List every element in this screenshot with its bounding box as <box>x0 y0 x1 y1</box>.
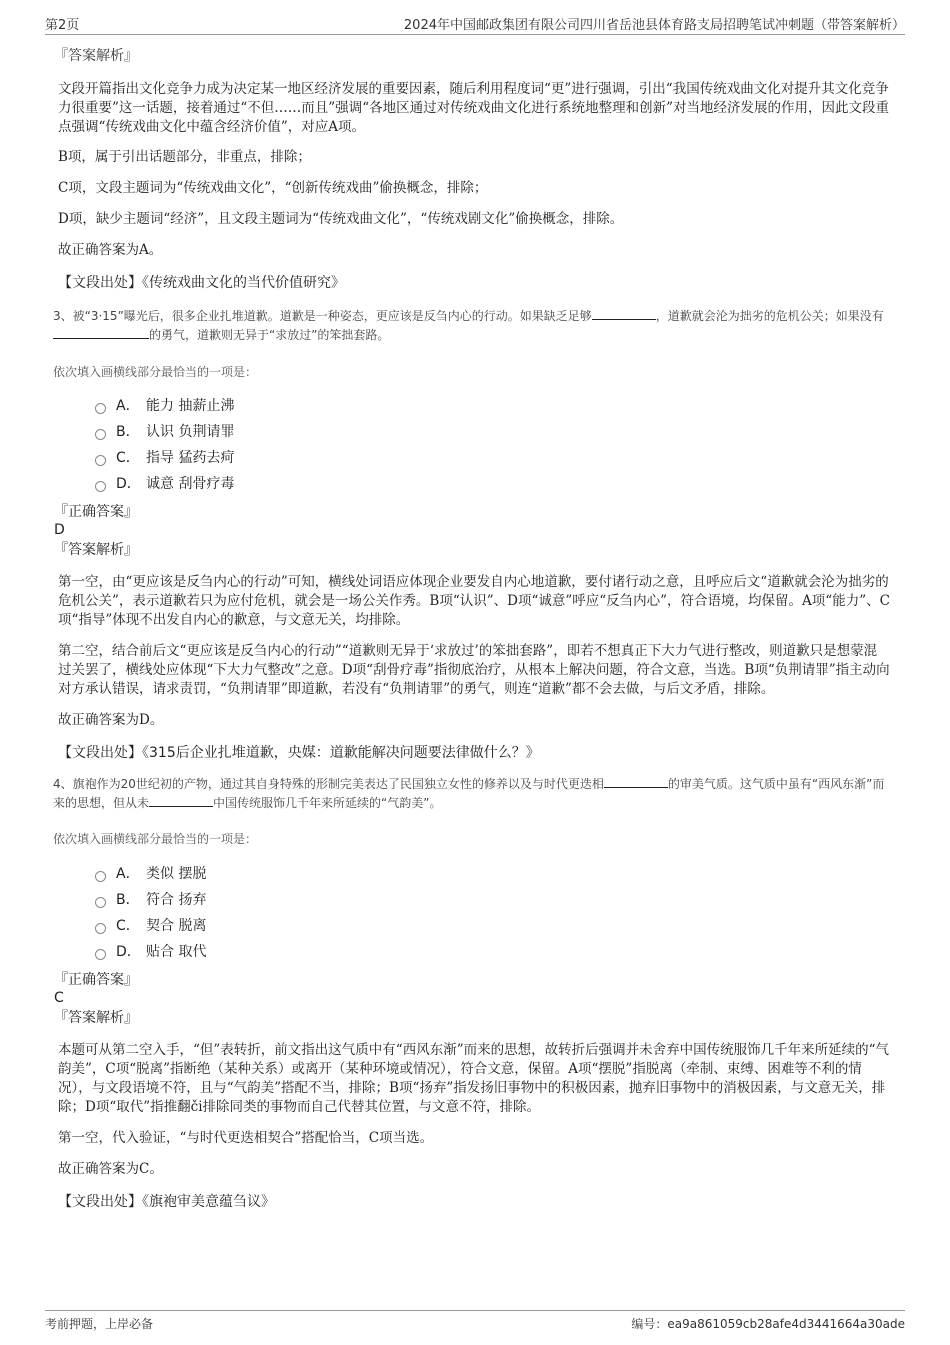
answer-blank <box>604 775 668 788</box>
option-text: 认识 负荆请罪 <box>146 424 235 440</box>
option-text: 符合 扬弃 <box>146 892 207 908</box>
correct-answer-label: 『正确答案』 <box>54 504 138 520</box>
option-c[interactable] <box>95 445 890 471</box>
conclusion: 故正确答案为D。 <box>58 712 164 728</box>
analysis-paragraph: 文段开篇指出文化竞争力成为决定某一地区经济发展的重要因素，随后利用程度词“更”进行强调，引出“我国传统戏曲文化对提升其文化竞争力很重要”这一话题，接着通过“不但……而且”强调“各地区通过对传统戏曲文化进行系统地整理和创新”对当地经济发展的作用，因此文段重点强调“传统戏曲文化中蕴含经济价值”，对应A项。 <box>58 81 890 135</box>
analysis-paragraph: 第一空，由“更应该是反刍内心的行动”可知，横线处词语应体现企业要发自内心地道歉，要付诸行动之意，且呼应后文“道歉就会沦为拙劣的危机公关”，表示道歉若只为应付危机，就会是一场公关作秀。B项“认识”、D项“诚意”呼应“反刍内心”，符合语境，均保留。A项“能力”、C项“指导”体现不出发自内心的歉意，与文意无关，均排除。 <box>58 574 890 628</box>
page-footer <box>45 1310 905 1331</box>
answer-blank <box>149 794 213 807</box>
document-title: 2024年中国邮政集团有限公司四川省岳池县体育路支局招聘笔试冲刺题（带答案解析） <box>403 18 905 33</box>
option-letter: A． <box>116 398 140 414</box>
option-letter: B． <box>116 424 140 440</box>
correct-answer-label: 『正确答案』 <box>54 972 138 988</box>
conclusion: 故正确答案为C。 <box>58 1161 163 1177</box>
option-letter: D． <box>116 476 141 492</box>
option-list <box>95 861 890 965</box>
correct-answer: D <box>54 522 65 538</box>
radio-icon[interactable] <box>95 403 106 414</box>
option-d[interactable] <box>95 939 890 965</box>
analysis-paragraph: B项，属于引出话题部分，非重点，排除； <box>58 149 311 165</box>
radio-icon[interactable] <box>95 949 106 960</box>
page-number: 第2页 <box>45 18 80 33</box>
question-3-stem <box>53 307 890 345</box>
option-c[interactable] <box>95 913 890 939</box>
question-text: 中国传统服饰几千年来所延续的“气韵美”。 <box>213 796 442 810</box>
option-a[interactable] <box>95 393 890 419</box>
page-header <box>45 12 905 35</box>
option-d[interactable] <box>95 471 890 497</box>
radio-icon[interactable] <box>95 897 106 908</box>
question-text: 的审美气质。这气质中虽有“西风东渐”而来的思想，但从未 <box>53 777 885 810</box>
question-4-stem <box>53 775 890 813</box>
option-letter: D． <box>116 944 141 960</box>
question-instruction: 依次填入画横线部分最恰当的一项是： <box>53 832 258 846</box>
analysis-label: 『答案解析』 <box>54 48 138 64</box>
radio-icon[interactable] <box>95 871 106 882</box>
option-b[interactable] <box>95 887 890 913</box>
source-citation: 【文段出处】《315后企业扎堆道歉，央媒：道歉能解决问题要法律做什么？》 <box>58 745 540 761</box>
question-instruction: 依次填入画横线部分最恰当的一项是： <box>53 365 258 379</box>
option-letter: C． <box>116 450 140 466</box>
main-content <box>53 46 890 1212</box>
analysis-paragraph: D项，缺少主题词“经济”，且文段主题词为“传统戏曲文化”，“传统戏剧文化”偷换概念，排除。 <box>58 211 624 227</box>
option-a[interactable] <box>95 861 890 887</box>
radio-icon[interactable] <box>95 455 106 466</box>
option-letter: B． <box>116 892 140 908</box>
option-text: 能力 抽薪止沸 <box>146 398 235 414</box>
option-text: 诚意 刮骨疗毒 <box>146 476 235 492</box>
correct-answer: C <box>54 990 64 1006</box>
source-citation: 【文段出处】《旗袍审美意蕴刍议》 <box>58 1194 275 1210</box>
answer-blank <box>592 307 656 320</box>
analysis-paragraph: 本题可从第二空入手，“但”表转折，前文指出这气质中有“西风东渐”而来的思想，故转折后强调并未舍弃中国传统服饰几千年来所延续的“气韵美”，C项“脱离”指断绝（某种关系）或离开（某种环境或情况），符合文意，保留。A项“摆脱”指脱离（牵制、束缚、困难等不利的情况），与文段语境不符，且与“气韵美”搭配不当，排除；B项“扬弃”指发扬旧事物中的积极因素，抛弃旧事物中的消极因素，与文意无关，排除；D项“取代”指推翻či排除同类的事物而自己代替其位置，与文意不符，排除。 <box>58 1042 890 1115</box>
radio-icon[interactable] <box>95 429 106 440</box>
analysis-paragraph: C项，文段主题词为“传统戏曲文化”，“创新传统戏曲”偷换概念，排除； <box>58 180 488 196</box>
analysis-paragraph: 第一空，代入验证，“与时代更迭相契合”搭配恰当，C项当选。 <box>58 1130 434 1146</box>
question-text: 4、旗袍作为20世纪初的产物，通过其自身特殊的形制完美表达了民国独立女性的修养以及与时代更迭相 <box>53 777 604 791</box>
analysis-paragraph: 第二空，结合前后文“更应该是反刍内心的行动”“道歉则无异于‘求放过’的笨拙套路”，即若不想真正下大力气进行整改，则道歉只是想蒙混过关罢了，横线处应体现“下大力气整改”之意。D项“刮骨疗毒”指彻底治疗，从根本上解决问题，符合文意，当选。B项“负荆请罪”指主动向对方承认错误，请求责罚，“负荆请罪”即道歉，若没有“负荆请罪”的勇气，则连“道歉”都不会去做，与后文矛盾，排除。 <box>58 643 890 697</box>
answer-blank <box>53 326 149 339</box>
footer-slogan: 考前押题，上岸必备 <box>45 1317 154 1331</box>
option-letter: A． <box>116 866 140 882</box>
analysis-label: 『答案解析』 <box>54 542 138 558</box>
question-text: 的勇气，道歉则无异于“求放过”的笨拙套路。 <box>149 328 390 342</box>
radio-icon[interactable] <box>95 923 106 934</box>
option-letter: C． <box>116 918 140 934</box>
option-list <box>95 393 890 497</box>
option-b[interactable] <box>95 419 890 445</box>
question-text: 3、被“3·15”曝光后，很多企业扎堆道歉。道歉是一种姿态，更应该是反刍内心的行动。如果缺乏足够 <box>53 309 592 323</box>
document-id: 编号：ea9a861059cb28afe4d3441664a30ade <box>631 1317 905 1331</box>
option-text: 类似 摆脱 <box>146 866 207 882</box>
option-text: 契合 脱离 <box>146 918 207 934</box>
conclusion: 故正确答案为A。 <box>58 242 163 258</box>
radio-icon[interactable] <box>95 481 106 492</box>
source-citation: 【文段出处】《传统戏曲文化的当代价值研究》 <box>58 275 345 291</box>
analysis-label: 『答案解析』 <box>54 1010 138 1026</box>
question-text: ，道歉就会沦为拙劣的危机公关；如果没有 <box>655 309 884 323</box>
option-text: 指导 猛药去疴 <box>146 450 235 466</box>
option-text: 贴合 取代 <box>146 944 207 960</box>
